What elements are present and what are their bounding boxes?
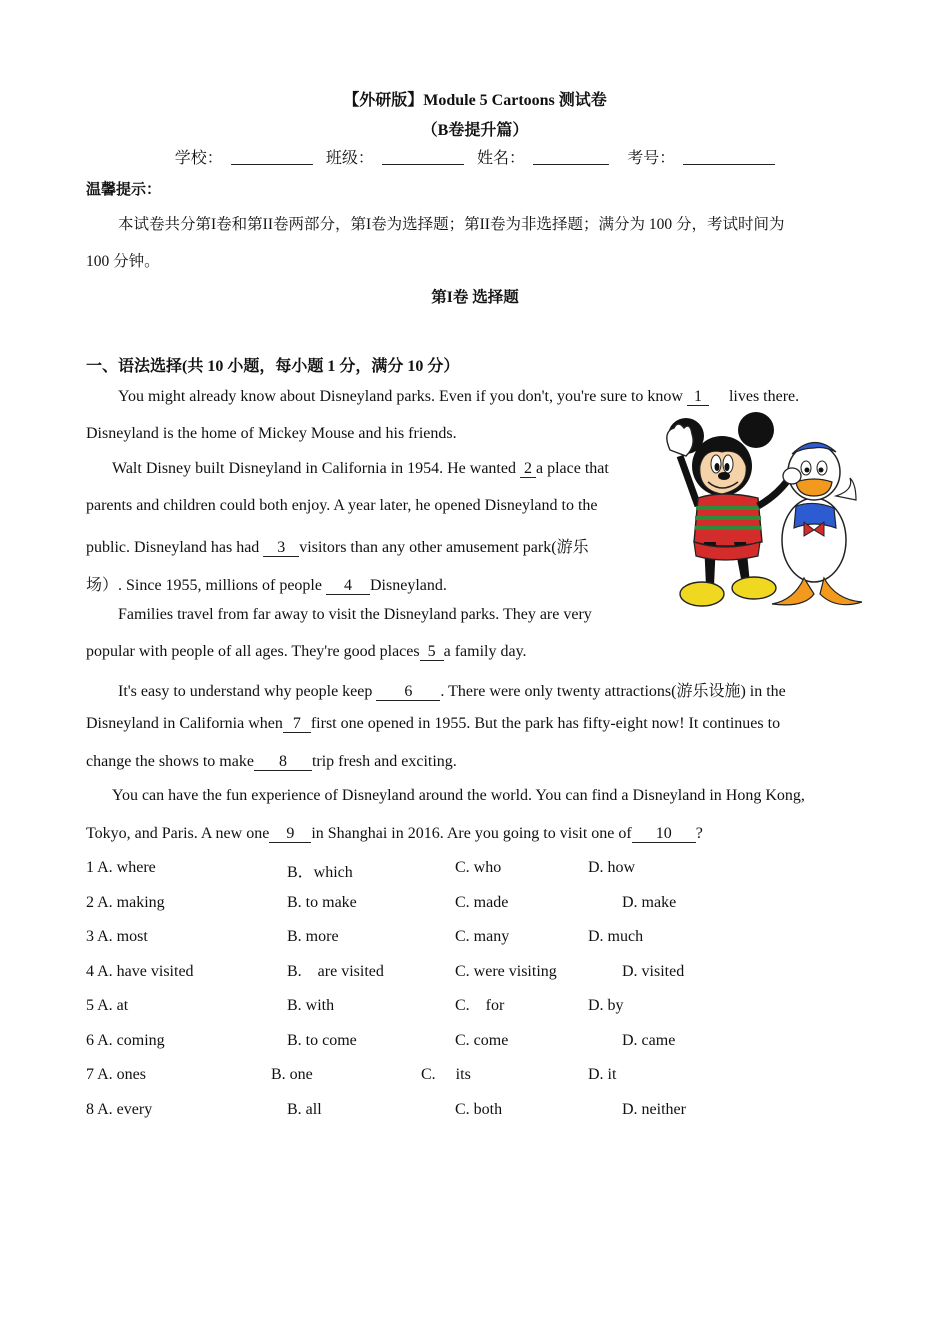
passage-text: popular with people of all ages. They're good places	[86, 643, 420, 660]
option-a[interactable]: 3 A. most	[86, 928, 148, 945]
option-d[interactable]: D. it	[588, 1066, 617, 1083]
class-label: 班级：	[325, 148, 374, 167]
passage-line	[118, 388, 799, 406]
option-b[interactable]: B. are visited	[287, 963, 384, 980]
school-blank[interactable]	[231, 149, 313, 165]
mickey-mouse-figure	[667, 412, 801, 606]
passage-text: public. Disneyland has had	[86, 539, 260, 556]
passage-line	[86, 825, 703, 843]
blank-4[interactable]: 4	[326, 578, 370, 595]
passage-line	[112, 460, 609, 478]
section1-heading: 一、语法选择(共 10 小题，每小题 1 分，满分 10 分）	[86, 358, 460, 375]
blank-6[interactable]: 6	[376, 684, 440, 701]
mickey-donald-illustration	[664, 410, 869, 615]
passage-line: Disneyland is the home of Mickey Mouse and his friends.	[86, 425, 457, 442]
option-d[interactable]: D. make	[622, 894, 677, 911]
option-a[interactable]: 1 A. where	[86, 859, 156, 876]
option-d[interactable]: D. much	[588, 928, 644, 945]
option-c[interactable]: C. come	[455, 1032, 509, 1049]
option-b[interactable]: B. all	[287, 1101, 322, 1118]
passage-text: You might already know about Disneyland parks. Even if you don't, you're sure to know	[118, 388, 683, 405]
passage-line	[86, 534, 589, 557]
passage-text: ?	[695, 825, 703, 842]
passage-line	[86, 715, 780, 733]
blank-2[interactable]: 2	[520, 461, 536, 478]
tips-line-2: 100 分钟。	[86, 253, 160, 270]
exam-subtitle: （B卷提升篇）	[421, 122, 529, 139]
name-blank[interactable]	[533, 149, 609, 165]
option-b[interactable]: B. one	[271, 1066, 313, 1083]
passage-text: a place that	[535, 460, 609, 477]
passage-text: It's easy to understand why people keep	[118, 683, 373, 700]
passage-line	[86, 572, 447, 595]
number-label: 考号：	[627, 148, 676, 167]
school-label: 学校：	[174, 148, 223, 167]
option-a[interactable]: 4 A. have visited	[86, 963, 194, 980]
number-blank[interactable]	[683, 149, 775, 165]
passage-text: in Shanghai in 2016. Are you going to visit one of	[311, 825, 632, 842]
option-d[interactable]: D. how	[588, 859, 636, 876]
passage-text: 场）. Since 1955, millions of people	[86, 577, 322, 594]
passage-text: Disneyland in California when	[86, 715, 283, 732]
option-d[interactable]: D. visited	[622, 963, 685, 980]
option-c[interactable]: C. both	[455, 1101, 503, 1118]
option-a[interactable]: 2 A. making	[86, 894, 165, 911]
passage-text: Walt Disney built Disneyland in California in 1954. He wanted	[112, 460, 516, 477]
name-label: 姓名：	[477, 148, 526, 167]
passage-text: trip fresh and exciting.	[311, 753, 457, 770]
option-a[interactable]: 7 A. ones	[86, 1066, 146, 1083]
passage-text: Tokyo, and Paris. A new one	[86, 825, 270, 842]
passage-line	[118, 678, 786, 701]
option-b[interactable]: B. with	[287, 997, 335, 1014]
passage-text: lives there.	[728, 388, 800, 405]
option-b[interactable]: B. more	[287, 928, 339, 945]
option-d[interactable]: D. came	[622, 1032, 676, 1049]
option-d[interactable]: D. by	[588, 997, 624, 1014]
blank-3[interactable]: 3	[263, 540, 299, 557]
blank-7[interactable]: 7	[283, 716, 311, 733]
option-a[interactable]: 5 A. at	[86, 997, 129, 1014]
blank-9[interactable]: 9	[269, 826, 311, 843]
passage-line: You can have the fun experience of Disneyland around the world. You can find a Disneyland in Hong Kong,	[112, 787, 805, 804]
passage-text: change the shows to make	[86, 753, 254, 770]
part1-title: 第I卷 选择题	[431, 289, 519, 306]
passage-line	[86, 753, 457, 771]
passage-text: Disneyland.	[369, 577, 447, 594]
class-blank[interactable]	[382, 149, 464, 165]
passage-line	[86, 643, 527, 661]
option-b[interactable]: B. to come	[287, 1032, 357, 1049]
option-c[interactable]: C. many	[455, 928, 510, 945]
student-info-line	[0, 145, 950, 168]
option-b[interactable]: B. to make	[287, 894, 357, 911]
option-c[interactable]: C. were visiting	[455, 963, 557, 980]
blank-1[interactable]: 1	[687, 389, 709, 406]
exam-title: 【外研版】Module 5 Cartoons 测试卷	[343, 92, 607, 109]
option-b[interactable]: B．which	[287, 864, 353, 881]
passage-text: . There were only twenty attractions(游乐设施) in the	[440, 683, 786, 700]
option-a[interactable]: 8 A. every	[86, 1101, 153, 1118]
option-c[interactable]: C. for	[455, 997, 505, 1014]
passage-line: parents and children could both enjoy. A year later, he opened Disneyland to the	[86, 497, 598, 514]
option-a[interactable]: 6 A. coming	[86, 1032, 165, 1049]
passage-text: a family day.	[443, 643, 527, 660]
option-d[interactable]: D. neither	[622, 1101, 686, 1118]
option-c[interactable]: C. made	[455, 894, 509, 911]
passage-text: visitors than any other amusement park(游乐	[299, 539, 589, 556]
blank-8[interactable]: 8	[254, 754, 312, 771]
option-c[interactable]: C. who	[455, 859, 502, 876]
tips-line-1: 本试卷共分第I卷和第II卷两部分，第I卷为选择题；第II卷为非选择题；满分为 100 分，考试时间为	[118, 216, 785, 233]
passage-line: Families travel from far away to visit the Disneyland parks. They are very	[118, 606, 592, 623]
option-c[interactable]: C. its	[421, 1066, 471, 1083]
tips-heading: 温馨提示：	[86, 180, 162, 198]
blank-5[interactable]: 5	[420, 644, 444, 661]
passage-text: first one opened in 1955. But the park has fifty-eight now! It continues to	[310, 715, 781, 732]
blank-10[interactable]: 10	[632, 826, 696, 843]
donald-duck-figure	[772, 442, 862, 604]
